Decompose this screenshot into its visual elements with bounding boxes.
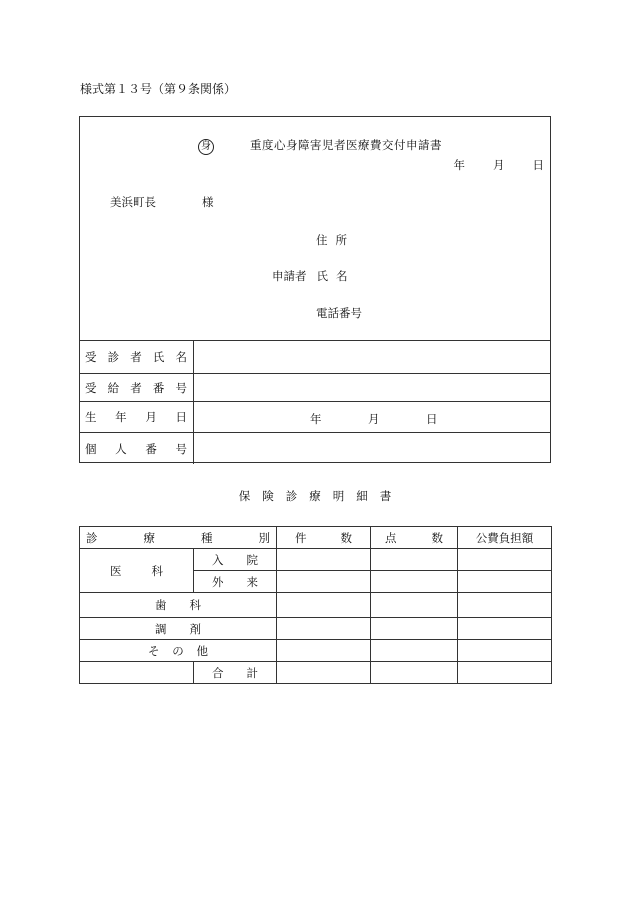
patient-name-row bbox=[80, 340, 550, 373]
dental-share-cell[interactable] bbox=[458, 593, 552, 618]
header-char: 種 bbox=[201, 530, 213, 545]
label-char: 号 bbox=[175, 380, 187, 395]
inpatient-points-cell[interactable] bbox=[371, 549, 458, 571]
other-points-cell[interactable] bbox=[371, 640, 458, 662]
label-char: 月 bbox=[145, 410, 157, 424]
outpatient-label bbox=[194, 571, 277, 593]
recipient-number-field[interactable] bbox=[194, 374, 550, 401]
patient-name-field[interactable] bbox=[194, 341, 550, 373]
inpatient-share-cell[interactable] bbox=[458, 549, 552, 571]
applicant-label: 申請者 bbox=[272, 269, 307, 283]
label-char: 者 bbox=[130, 380, 142, 395]
total-share-cell[interactable] bbox=[458, 662, 552, 684]
statement-title bbox=[0, 488, 630, 504]
header-row bbox=[80, 527, 552, 549]
personal-number-label bbox=[80, 433, 194, 464]
label-char: 日 bbox=[175, 410, 187, 424]
header-char: 点 bbox=[385, 530, 397, 545]
date-year: 年 bbox=[453, 158, 465, 172]
header-public-share: 公費負担額 bbox=[458, 527, 552, 549]
address-label: 住所 bbox=[316, 233, 355, 247]
form-title-text: 重度心身障害児者医療費交付申請書 bbox=[250, 138, 442, 152]
other-char: の bbox=[172, 643, 184, 658]
outpatient-char: 外 bbox=[212, 574, 224, 589]
form-number: 様式第１３号（第９条関係） bbox=[80, 82, 237, 96]
dental-row bbox=[80, 593, 552, 618]
title-char: 明 bbox=[332, 489, 345, 503]
title-char: 細 bbox=[356, 489, 368, 503]
label-char: 診 bbox=[107, 350, 120, 364]
statement-table bbox=[79, 526, 552, 684]
dispensing-label bbox=[80, 618, 277, 640]
date-month: 月 bbox=[493, 158, 505, 172]
patient-info-rows bbox=[80, 340, 550, 464]
label-char: 名 bbox=[175, 350, 187, 364]
outpatient-char: 来 bbox=[246, 574, 258, 589]
label-char: 者 bbox=[130, 350, 142, 364]
dispensing-char: 調 bbox=[155, 621, 167, 636]
outpatient-count-cell[interactable] bbox=[277, 571, 371, 593]
birthdate-field[interactable] bbox=[194, 402, 550, 432]
name-label: 氏名 bbox=[316, 269, 356, 283]
other-count-cell[interactable] bbox=[277, 640, 371, 662]
label-char: 年 bbox=[115, 410, 127, 424]
total-char: 合 bbox=[212, 665, 224, 680]
dispensing-char: 剤 bbox=[189, 621, 201, 636]
addressee-name: 美浜町長 bbox=[110, 195, 156, 209]
other-label bbox=[80, 640, 277, 662]
dental-points-cell[interactable] bbox=[371, 593, 458, 618]
dental-char: 科 bbox=[189, 598, 201, 612]
inpatient-char: 入 bbox=[212, 552, 224, 567]
total-count-cell[interactable] bbox=[277, 662, 371, 684]
application-date[interactable] bbox=[454, 157, 545, 173]
total-label bbox=[194, 662, 277, 684]
medical-inpatient-row bbox=[80, 549, 552, 571]
header-count bbox=[277, 527, 371, 549]
label-char: 個 bbox=[85, 441, 97, 456]
total-blank-cell bbox=[80, 662, 194, 684]
label-char: 人 bbox=[115, 441, 127, 456]
label-char: 受 bbox=[85, 350, 97, 364]
medical-char: 医 bbox=[110, 563, 122, 578]
other-char: そ bbox=[148, 643, 160, 658]
dental-count-cell[interactable] bbox=[277, 593, 371, 618]
medical-char: 科 bbox=[151, 563, 163, 578]
total-points-cell[interactable] bbox=[371, 662, 458, 684]
title-char: 保 bbox=[238, 489, 251, 503]
label-char: 給 bbox=[107, 380, 120, 395]
outpatient-share-cell[interactable] bbox=[458, 571, 552, 593]
inpatient-count-cell[interactable] bbox=[277, 549, 371, 571]
recipient-number-row bbox=[80, 373, 550, 401]
title-char: 書 bbox=[379, 489, 392, 503]
label-char: 受 bbox=[85, 380, 97, 395]
label-char: 生 bbox=[85, 410, 97, 424]
dispensing-share-cell[interactable] bbox=[458, 618, 552, 640]
dispensing-count-cell[interactable] bbox=[277, 618, 371, 640]
title-char: 診 bbox=[285, 489, 298, 503]
dispensing-points-cell[interactable] bbox=[371, 618, 458, 640]
header-char: 療 bbox=[143, 530, 155, 545]
addressee-suffix: 様 bbox=[202, 195, 214, 209]
application-box bbox=[79, 116, 551, 463]
inpatient-char: 院 bbox=[246, 552, 258, 567]
label-char: 氏 bbox=[152, 350, 165, 364]
patient-name-label bbox=[80, 341, 194, 373]
phone-label: 電話番号 bbox=[316, 306, 362, 320]
label-char: 番 bbox=[145, 441, 157, 456]
birth-day-unit: 日 bbox=[426, 412, 438, 426]
header-points bbox=[371, 527, 458, 549]
other-char: 他 bbox=[196, 643, 208, 658]
personal-number-row bbox=[80, 432, 550, 464]
birth-year-unit: 年 bbox=[310, 412, 322, 426]
birth-month-unit: 月 bbox=[368, 412, 380, 426]
dental-char: 歯 bbox=[155, 598, 167, 612]
date-day: 日 bbox=[532, 158, 544, 172]
birthdate-row bbox=[80, 401, 550, 432]
header-char: 数 bbox=[340, 530, 352, 545]
other-share-cell[interactable] bbox=[458, 640, 552, 662]
applicant-line bbox=[272, 268, 356, 284]
header-char: 診 bbox=[86, 530, 98, 545]
personal-number-field[interactable] bbox=[194, 433, 550, 464]
outpatient-points-cell[interactable] bbox=[371, 571, 458, 593]
label-char: 号 bbox=[175, 441, 187, 456]
header-char: 数 bbox=[431, 530, 443, 545]
header-char: 件 bbox=[295, 530, 307, 545]
other-row bbox=[80, 640, 552, 662]
form-title bbox=[198, 137, 442, 155]
label-char: 番 bbox=[152, 380, 165, 395]
title-char: 療 bbox=[309, 489, 321, 503]
header-category bbox=[80, 527, 277, 549]
inpatient-label bbox=[194, 549, 277, 571]
total-row bbox=[80, 662, 552, 684]
title-char: 険 bbox=[262, 489, 274, 503]
header-char: 別 bbox=[258, 530, 270, 545]
dispensing-row bbox=[80, 618, 552, 640]
total-char: 計 bbox=[246, 665, 258, 680]
disability-mark: 身 bbox=[198, 139, 214, 155]
dental-label bbox=[80, 593, 277, 618]
recipient-number-label bbox=[80, 374, 194, 401]
addressee bbox=[110, 194, 214, 210]
birthdate-label bbox=[80, 402, 194, 432]
medical-label bbox=[80, 549, 194, 593]
